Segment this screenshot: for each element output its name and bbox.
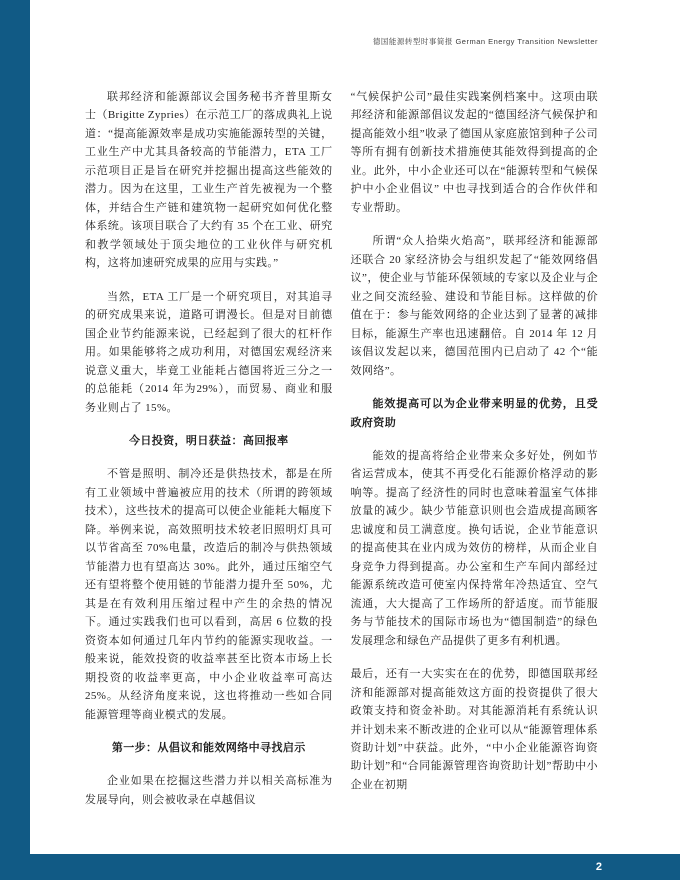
- left-accent-bar: [0, 0, 30, 880]
- section-heading: 第一步：从倡议和能效网络中寻找启示: [111, 742, 306, 754]
- text-columns: [85, 88, 598, 850]
- footer-bar: [0, 854, 680, 880]
- header-title: 德国能源转型时事简报 German Energy Transition Newsletter: [372, 37, 598, 46]
- paragraph: 企业如果在挖掘这些潜力并以相关高标准为发展导向，则会被收录在卓越倡议: [85, 775, 333, 806]
- right-column: [351, 88, 599, 850]
- left-column: [85, 88, 333, 850]
- paragraph: 最后，还有一大实实在在的优势，即德国联邦经济和能源部对提高能效这方面的投资提供了很大政策支持和资金补助。对其能源消耗有系统认识并计划未来不断改进的企业可以从“能源管理体系资助计划”中获益。此外，“中小企业能源咨询资助计划”和“合同能源管理咨询资助计划”帮助中小企业在初期: [350, 668, 598, 791]
- paragraph: 当然，ETA 工厂是一个研究项目，对其追寻的研究成果来说，道路可谓漫长。但是对目前德国企业节约能源来说，已经起到了很大的杠杆作用。如果能够将之成功利用，对德国宏观经济来说意义重大，毕竟工业能耗占德国将近三分之一的总能耗（2014 年为29%），而贸易、商业和服务业则占了 15%。: [85, 290, 333, 414]
- paragraph-continued: “气候保护公司”最佳实践案例档案中。这项由联邦经济和能源部倡议发起的“德国经济气候保护和提高能效小组”收录了德国从家庭旅馆到种子公司等所有拥有创新技术措施使其能效得到提高的企业。此外，中小企业还可以在“能源转型和气候保护中小企业倡议” 中也寻找到适合的合作伙伴和专业帮助。: [350, 91, 598, 214]
- page-content: [85, 0, 598, 854]
- section-heading: 能效提高可以为企业带来明显的优势，且受政府资助: [350, 398, 598, 429]
- paragraph: 不管是照明、制冷还是供热技术，都是在所有工业领域中普遍被应用的技术（所谓的跨领域技术），这些技术的提高可以使企业能耗大幅度下降。举例来说，高效照明技术较老旧照明灯具可以节省高至 70%电量，改造后的制冷与供热领域节能潜力也有望高达 30%。此外，通过压缩空气还有望将整个使用链的节能潜力提升至 50%，尤其是在有效利用压缩过程中产生的余热的情况下。通过实践我们也可以看到，高居 6 位数的投资资本如何通过几年内节约的能源实现收益。一般来说，能效投资的收益率甚至比资本市场上长期投资的收益率更高，中小企业收益率可高达 25%。从经济角度来说，这也将推动一些如合同能源管理等商业模式的发展。: [85, 468, 333, 721]
- paragraph-quote: 联邦经济和能源部议会国务秘书齐普里斯女士（Brigitte Zypries）在示范工厂的落成典礼上说道：“提高能源效率是成功实施能源转型的关键，工业生产中尤其具备较高的节能潜力，ETA 工厂示范项目正是旨在研究并挖掘出提高这些能效的潜力。因为在这里，工业生产首先被视为一个整体，并结合生产链和建筑物一起研究如何优化整体系统。该项目联合了大约有 35 个在工业、研究和教学领域处于顶尖地位的工业伙伴与研究机构，这将加速研究成果的应用与实践。”: [85, 91, 333, 270]
- page-number: 2: [595, 861, 602, 873]
- section-heading: 今日投资，明日获益：高回报率: [128, 434, 289, 447]
- paragraph: 能效的提高将给企业带来众多好处，例如节省运营成本，使其不再受化石能源价格浮动的影响等。提高了经济性的同时也意味着温室气体排放量的减少。缺少节能意识则也会造成提高顾客忠诚度和员工满意度。换句话说，企业节能意识的提高使其在业内成为效仿的榜样，从而企业自身竞争力得到提高。办公室和生产车间内部经过能源系统改造可使室内保持常年冷热适宜、空气流通，大大提高了工作场所的舒适度。而节能服务与节能技术的国际市场也为“德国制造”的绿色发展理念和绿色产品提供了更多有利机遇。: [350, 449, 598, 647]
- paragraph: 所谓“众人拾柴火焰高”，联邦经济和能源部还联合 20 家经济协会与组织发起了“能效网络倡议”，使企业与节能环保领域的专家以及企业与企业之间交流经验、建设和节能目标。这样做的价值在于：参与能效网络的企业达到了显著的减排目标，能源生产率也迅速翻倍。自 2014 年 12 月该倡议发起以来，德国范围内已启动了 42 个“能效网络”。: [350, 235, 598, 377]
